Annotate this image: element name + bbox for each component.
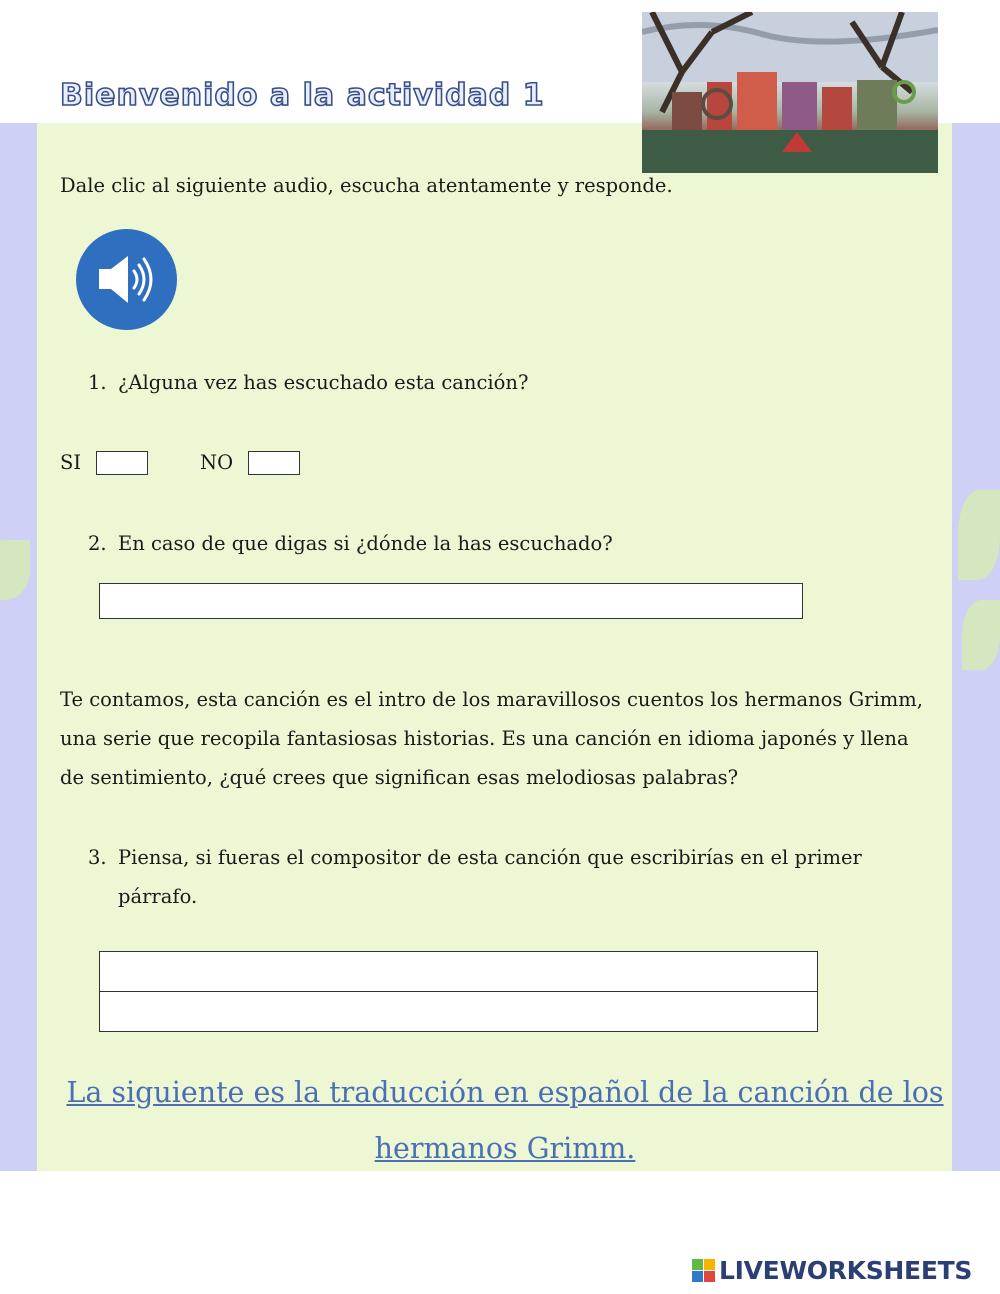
question-1-text: ¿Alguna vez has escuchado esta canción? xyxy=(118,371,529,394)
question-1-number: 1. xyxy=(88,371,107,394)
question-2-answer-field[interactable] xyxy=(99,583,803,619)
intro-paragraph-line-1: Te contamos, esta canción es el intro de los maravillosos cuentos los hermanos Grimm, xyxy=(60,688,923,711)
speaker-icon xyxy=(76,229,177,330)
option-no-label: NO xyxy=(200,451,234,474)
instruction-text: Dale clic al siguiente audio, escucha atentamente y responde. xyxy=(60,174,673,197)
liveworksheets-logo xyxy=(692,1253,972,1287)
option-yes-checkbox[interactable] xyxy=(96,451,148,475)
question-3-answer-field-2[interactable] xyxy=(99,991,818,1032)
question-3-answer-field-1[interactable] xyxy=(99,951,818,992)
leaf-decoration-right-2 xyxy=(962,600,1000,670)
intro-paragraph-line-2: una serie que recopila fantasiosas historias. Es una canción en idioma japonés y llena xyxy=(60,727,909,750)
intro-paragraph xyxy=(60,680,950,797)
translation-link-line-1[interactable]: La siguiente es la traducción en español de la canción de los xyxy=(66,1076,944,1109)
intro-paragraph-line-3: de sentimiento, ¿qué crees que significan esas melodiosas palabras? xyxy=(60,766,739,789)
translation-link-line-2[interactable]: hermanos Grimm. xyxy=(374,1132,636,1165)
question-2-text: En caso de que digas si ¿dónde la has escuchado? xyxy=(118,532,613,555)
option-yes-label: SI xyxy=(60,451,82,474)
liveworksheets-blocks-icon xyxy=(692,1259,715,1282)
brand-name: LIVEWORKSHEETS xyxy=(719,1255,973,1285)
leaf-decoration-right xyxy=(958,490,1000,580)
question-3-number: 3. xyxy=(88,846,107,869)
question-3-text-line-1: Piensa, si fueras el compositor de esta canción que escribirías en el primer xyxy=(118,846,862,869)
page-title: Bienvenido a la actividad 1 xyxy=(60,78,545,113)
question-3-text-line-2: párrafo. xyxy=(118,885,198,908)
audio-play-button[interactable] xyxy=(76,229,177,330)
header-illustration xyxy=(642,12,938,173)
question-2-number: 2. xyxy=(88,532,107,555)
option-no-checkbox[interactable] xyxy=(248,451,300,475)
